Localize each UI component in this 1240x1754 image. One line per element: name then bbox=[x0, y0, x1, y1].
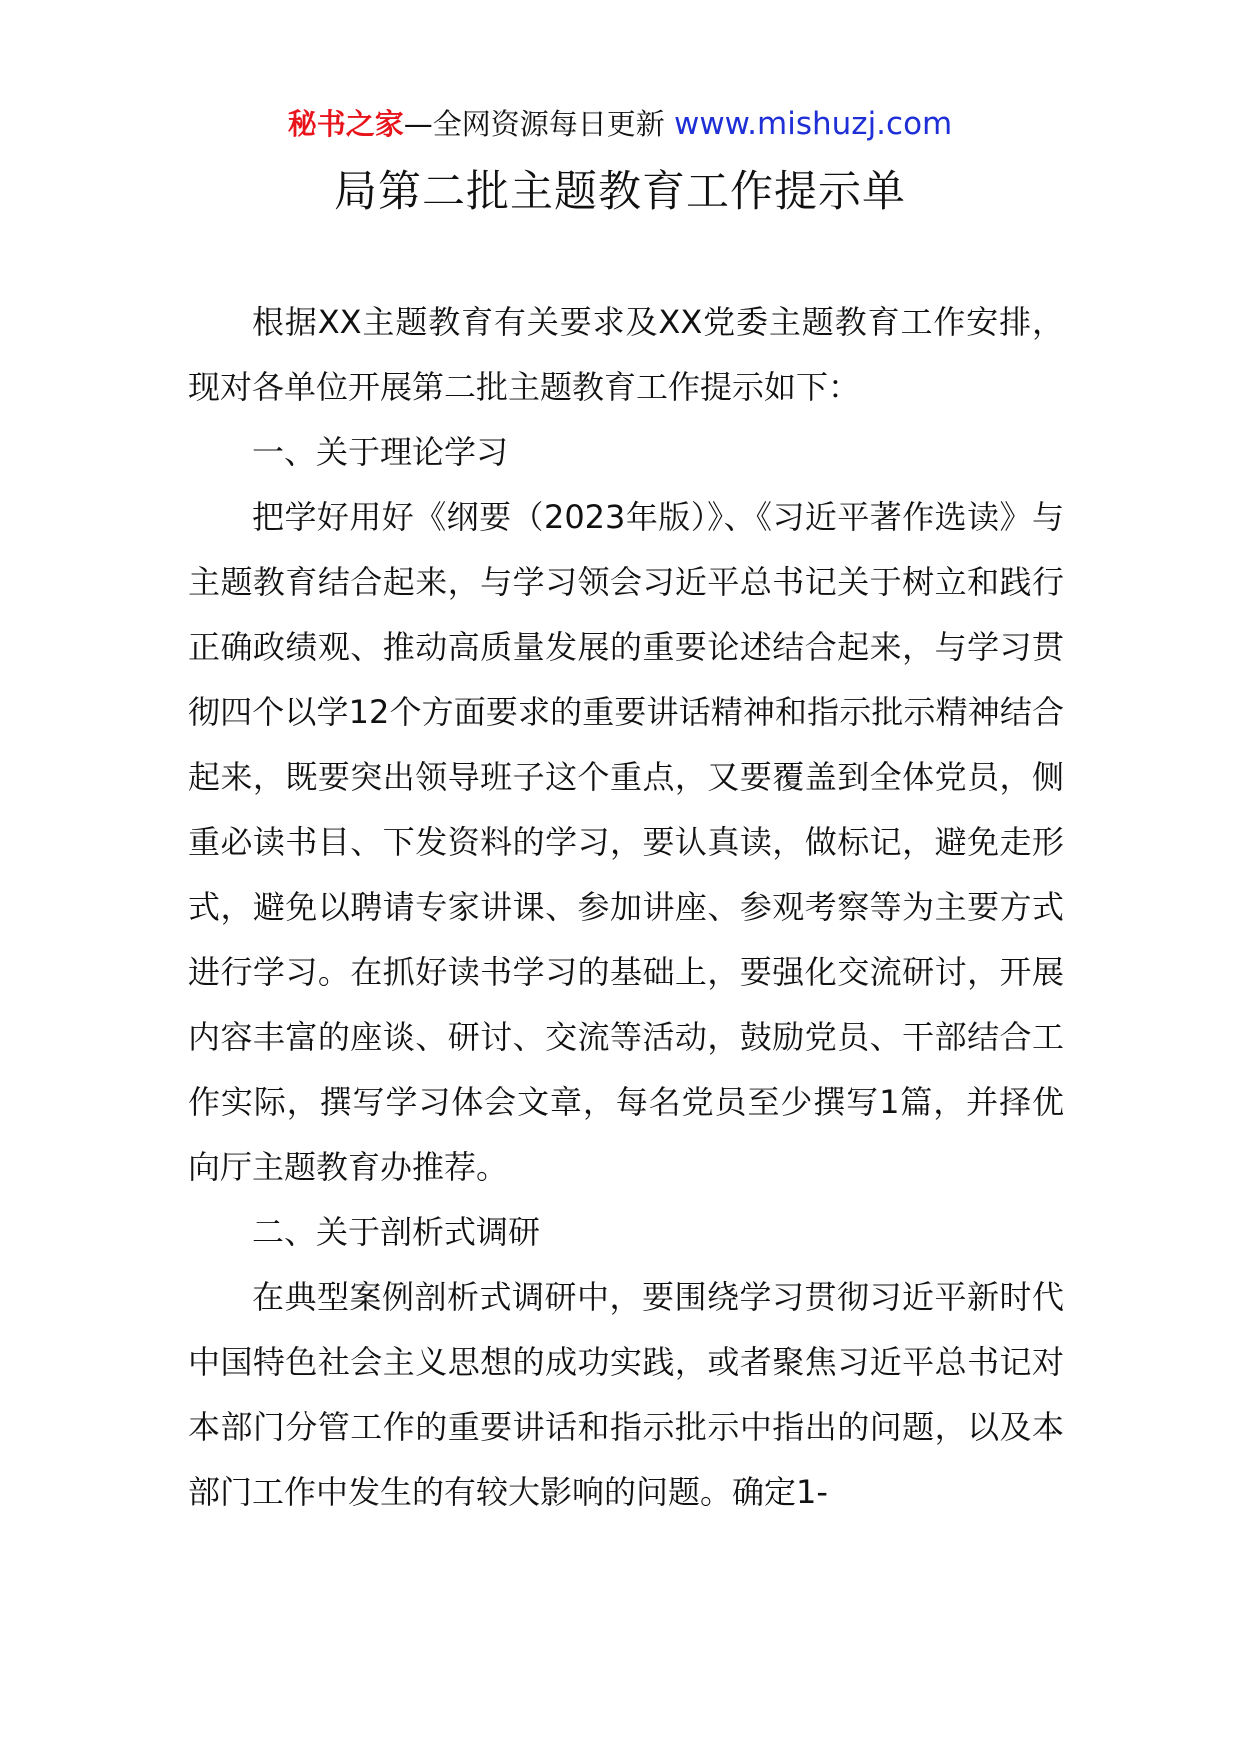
site-url[interactable]: www.mishuzj.com bbox=[673, 106, 953, 142]
case-research-paragraph: 在典型案例剖析式调研中，要围绕学习贯彻习近平新时代中国特色社会主义思想的成功实践，或者聚焦习近平总书记对本部门分管工作的重要讲话和指示批示中指出的问题，以及本部门工作中发生的有较大影响的问题。确定1- bbox=[188, 1278, 1064, 1511]
document-body bbox=[188, 290, 1064, 1525]
site-slogan: —全网资源每日更新 bbox=[403, 107, 674, 141]
theory-study-paragraph: 把学好用好《纲要（2023年版）》、《习近平著作选读》与主题教育结合起来，与学习领会习近平总书记关于树立和践行正确政绩观、推动高质量发展的重要论述结合起来，与学习贯彻四个以学12个方面要求的重要讲话精神和指示批示精神结合起来，既要突出领导班子这个重点，又要覆盖到全体党员，侧重必读书目、下发资料的学习，要认真读，做标记，避免走形式，避免以聘请专家讲课、参加讲座、参观考察等为主要方式进行学习。在抓好读书学习的基础上，要强化交流研讨，开展内容丰富的座谈、研讨、交流等活动，鼓励党员、干部结合工作实际，撰写学习体会文章，每名党员至少撰写1篇，并择优向厅主题教育办推荐。 bbox=[188, 498, 1064, 1186]
brand-name: 秘书之家 bbox=[287, 107, 404, 141]
document-title: 局第二批主题教育工作提示单 bbox=[334, 167, 906, 217]
intro-paragraph: 根据XX主题教育有关要求及XX党委主题教育工作安排，现对各单位开展第二批主题教育工作提示如下： bbox=[188, 303, 1064, 406]
section-heading-theory-study: 一、关于理论学习 bbox=[252, 433, 509, 471]
site-header bbox=[0, 104, 1240, 144]
section-heading-case-research: 二、关于剖析式调研 bbox=[252, 1213, 541, 1251]
